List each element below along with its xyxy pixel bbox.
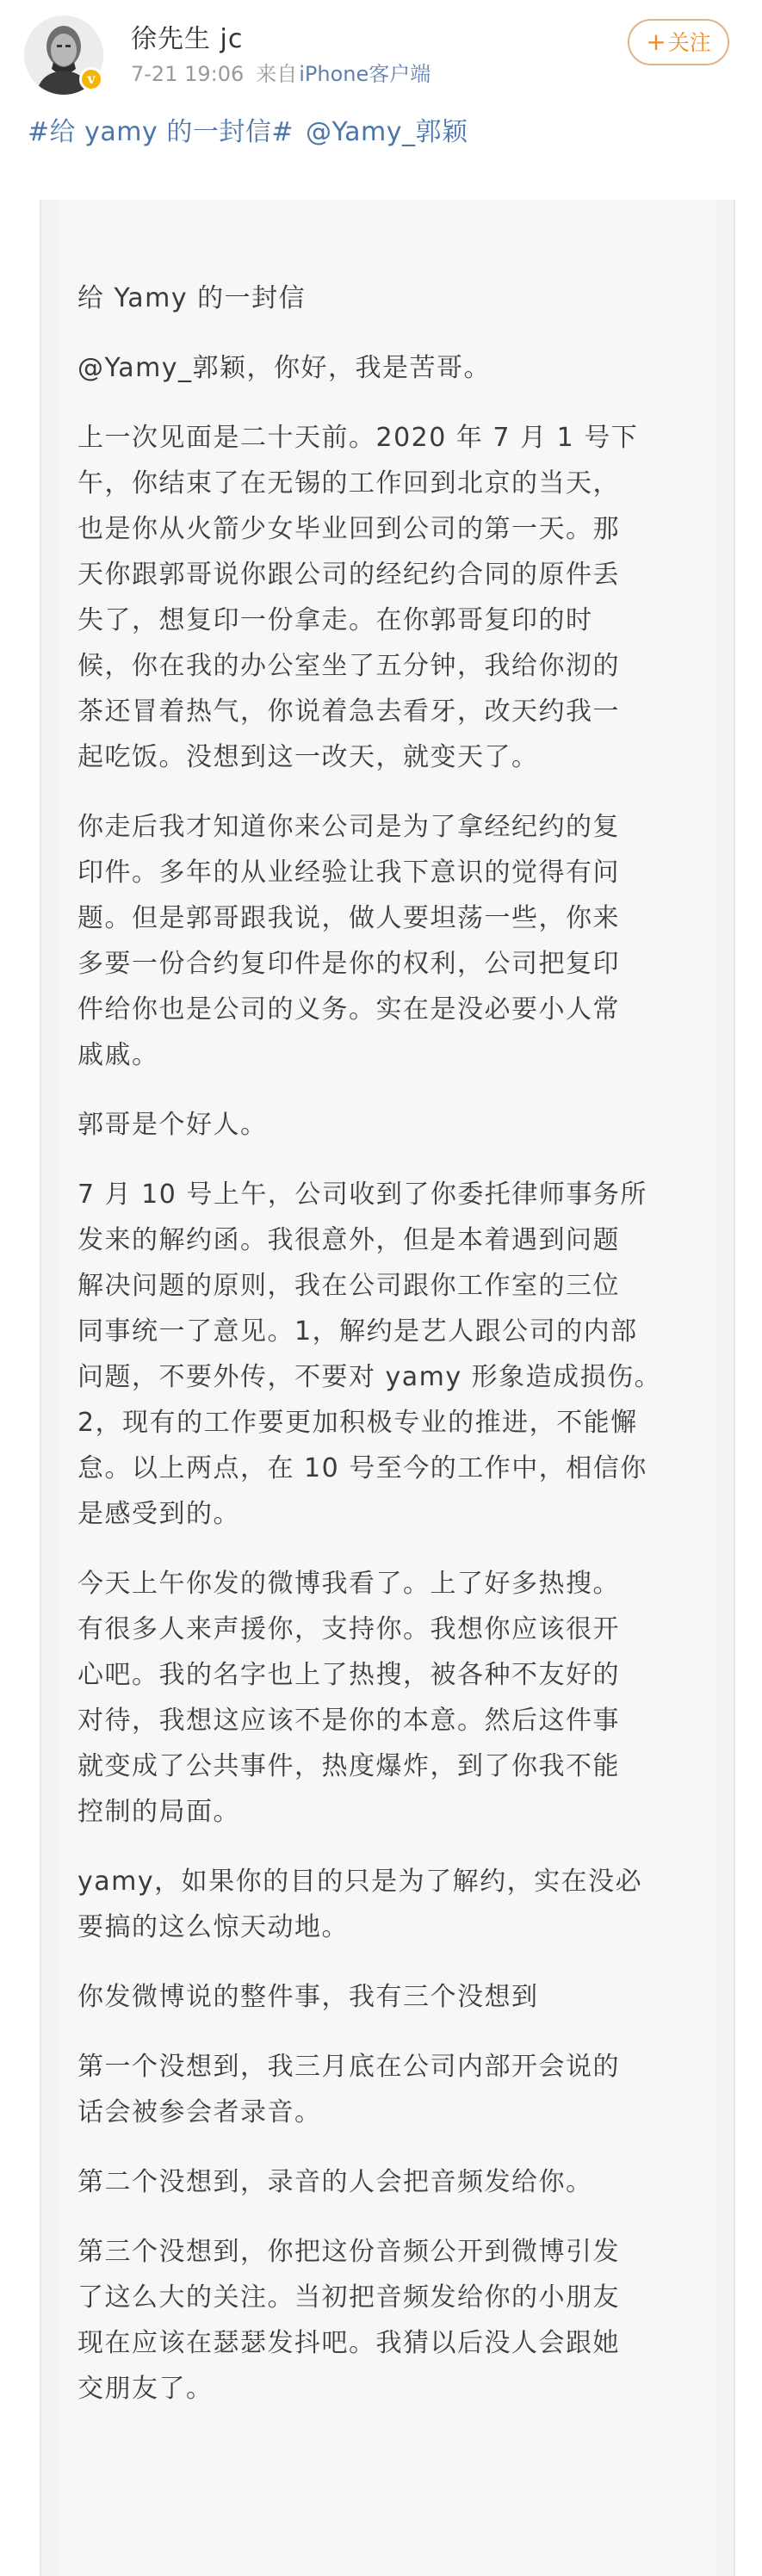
letter-paragraph: 上一次见面是二十天前。2020 年 7 月 1 号下 午，你结束了在无锡的工作回到北京的当天， 也是你从火箭少女毕业回到公司的第一天。那 天你跟郭哥说你跟公司的经纪约合同的原件丢 失了，想复印一份拿走。在你郭哥复印的时 候，你在我的办公室坐了五分钟，我给你沏的 茶还冒着热气，你说着急去看牙，改天约我一 起吃饭。没想到这一改天，就变天了。 [77, 423, 639, 772]
post-header [0, 0, 762, 103]
post-meta [131, 57, 431, 87]
letter-paragraph: yamy，如果你的目的只是为了解约，实在没必 要搞的这么惊天动地。 [77, 1867, 643, 1942]
plus-icon: + [646, 28, 666, 56]
author-name[interactable]: 徐先生 jc [131, 24, 244, 54]
source-device[interactable]: iPhone客户端 [299, 62, 431, 86]
letter-paragraph: 第二个没想到，录音的人会把音频发给你。 [77, 2167, 593, 2197]
hashtag-link[interactable]: #给 yamy 的一封信# [28, 117, 294, 147]
verified-badge-icon: v [79, 67, 103, 91]
mention-link[interactable]: @Yamy_郭颖 [305, 117, 468, 147]
letter-paragraph: 给 Yamy 的一封信 [77, 283, 307, 313]
letter-paragraph: 7 月 10 号上午，公司收到了你委托律师事务所 发来的解约函。我很意外，但是本着遇到问题 解决问题的原则，我在公司跟你工作室的三位 同事统一了意见。1，解约是艺人跟公司的内部 问题，不要外传，不要对 yamy 形象造成损伤。 2，现有的工作要更加积极专业的推进，不能懈 怠。以上两点，在 10 号至今的工作中，相信你 是感受到的。 [77, 1180, 662, 1529]
follow-button[interactable] [628, 19, 729, 65]
letter-paragraph: 郭哥是个好人。 [77, 1110, 268, 1140]
letter-paragraph: @Yamy_郭颖，你好，我是苦哥。 [77, 353, 492, 383]
letter-paragraph: 今天上午你发的微博我看了。上了好多热搜。 有很多人来声援你，支持你。我想你应该很开 心吧。我的名字也上了热搜，被各种不友好的 对待，我想这应该不是你的本意。然后这件事 就变成了公共事件，热度爆炸，到了你我不能 控制的局面。 [77, 1569, 620, 1827]
letter-paragraph: 第一个没想到，我三月底在公司内部开会说的 话会被参会者录音。 [77, 2052, 620, 2127]
post-text [28, 110, 468, 148]
letter-paragraph: 第三个没想到，你把这份音频公开到微博引发 了这么大的关注。当初把音频发给你的小朋友 现在应该在瑟瑟发抖吧。我猜以后没人会跟她 交朋友了。 [77, 2237, 620, 2404]
letter-paragraph: 你发微博说的整件事，我有三个没想到 [77, 1982, 539, 2012]
source-prefix: 来自 [256, 62, 298, 86]
letter-text [77, 276, 689, 2436]
follow-label: 关注 [667, 30, 711, 55]
letter-paragraph: 你走后我才知道你来公司是为了拿经纪约的复 印件。多年的从业经验让我下意识的觉得有问 题。但是郭哥跟我说，做人要坦荡一些，你来 多要一份合约复印件是你的权利，公司把复印 件给你也是公司的义务。实在是没必要小人常 戚戚。 [77, 812, 620, 1070]
post-time: 7-21 19:06 [131, 62, 245, 86]
